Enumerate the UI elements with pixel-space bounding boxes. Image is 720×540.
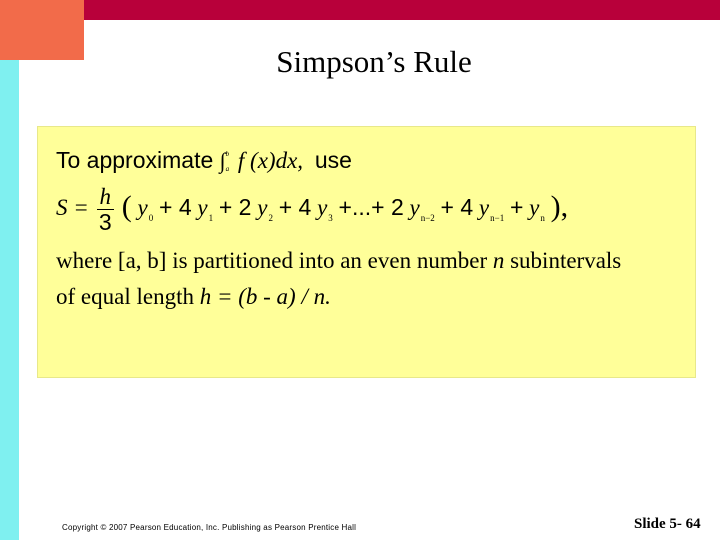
h-over-3-fraction — [97, 185, 115, 234]
subscript-3: 3 — [328, 212, 333, 223]
equal-length-text: of equal length — [56, 284, 200, 309]
subscript-0: 0 — [148, 212, 154, 223]
term-yn: y — [529, 194, 540, 220]
approximation-line — [56, 147, 352, 174]
subscript-n: n — [540, 212, 545, 223]
plus-sign: + — [509, 193, 524, 220]
simpson-formula — [56, 185, 568, 234]
use-text: use — [314, 147, 352, 173]
integral-sign: ∫ — [219, 148, 226, 173]
term-y3: y — [317, 194, 328, 220]
fraction-numerator: h — [97, 185, 115, 210]
partition-text: where [a, b] is partitioned into an even number — [56, 248, 493, 273]
subscript-1: 1 — [208, 212, 214, 223]
h-definition: h = (b - a) / n. — [199, 284, 331, 309]
subscript-2: 2 — [268, 212, 273, 223]
close-paren: ), — [550, 189, 569, 223]
subscript-n-1: n−1 — [490, 212, 505, 223]
term-yn-1: y — [478, 194, 490, 220]
coef-4: + 4 — [159, 193, 192, 220]
term-y2: y — [257, 194, 268, 220]
definition-box — [37, 126, 696, 378]
coef-4: + 4 — [278, 193, 312, 220]
n-variable: n — [492, 248, 505, 273]
approximate-text: To approximate — [56, 147, 220, 173]
slide-title: Simpson’s Rule — [276, 44, 472, 79]
partition-line — [56, 248, 621, 274]
copyright-footer: Copyright © 2007 Pearson Education, Inc. Publishing as Pearson Prentice Hall — [62, 523, 357, 532]
integral-upper-limit: b — [225, 149, 230, 158]
subintervals-text: subintervals — [504, 248, 622, 273]
equal-length-line — [56, 284, 331, 310]
integral-lower-limit: a — [225, 164, 230, 173]
formula-lhs: S = — [56, 194, 89, 220]
fraction-denominator: 3 — [98, 209, 112, 235]
integrand: f (x)dx, — [237, 148, 304, 173]
subscript-n-2: n−2 — [420, 212, 435, 223]
coef-2: + 2 — [218, 193, 252, 220]
term-y1: y — [197, 194, 208, 220]
coef-4: + 4 — [440, 193, 474, 220]
coef-ellipsis-2: +...+ 2 — [338, 193, 404, 220]
term-yn-2: y — [409, 194, 420, 220]
top-accent-bar — [84, 0, 720, 20]
left-accent-stripe — [0, 60, 19, 540]
term-y0: y — [137, 194, 148, 220]
slide-number: Slide 5- 64 — [634, 516, 701, 532]
open-paren: ( — [121, 189, 132, 223]
